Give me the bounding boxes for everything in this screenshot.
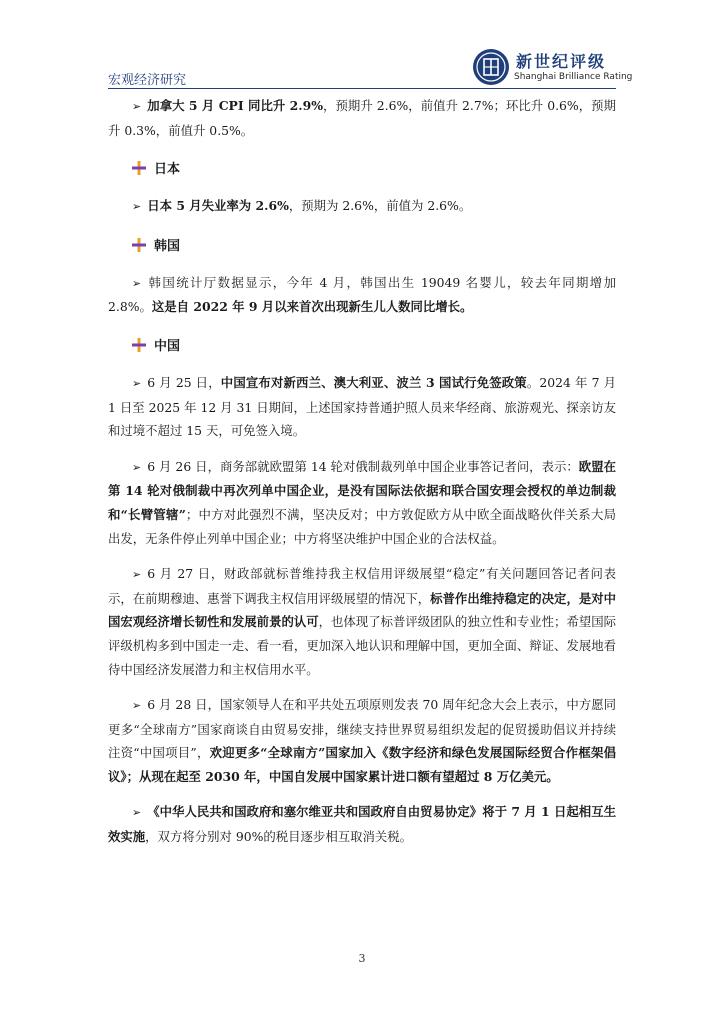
japan-unemployment-item [108,194,616,219]
company-logo-icon [472,48,510,86]
korea-birth-detail: 韩国统计厅数据显示，今年 4 月，韩国出生 19049 名婴儿，较去年同期增加 2.8%。 [108,274,616,315]
china-visa-item: ➢ 6 月 25 日，中国宣布对新西兰、澳大利亚、波兰 3 国试行免签政策。2024 年 7 月 1 日至 2025 年 12 月 31 日期间，上述国家持普通护照人员来华经商、旅游观光、探亲访友和过境不超过 15 天，可免签入境。 [108,374,617,439]
canada-cpi-item [108,94,616,142]
section-bullet-icon [132,238,146,252]
korea-birth-headline: 这是自 2022 年 9 月以来首次出现新生儿人数同比增长。 [151,299,473,315]
section-heading-korea: 韩国 [108,235,616,259]
section-heading-china: 中国 [108,335,616,359]
header-divider [108,88,616,89]
report-series-title: 宏观经济研究 [108,73,187,88]
arrow-bullet-icon: ➢ [132,568,142,582]
section-heading-japan: 日本 [108,158,616,182]
japan-unemployment-detail: ，预期为 2.6%，前值为 2.6%。 [288,198,472,214]
arrow-bullet-icon: ➢ [132,200,142,214]
arrow-bullet-icon: ➢ [132,276,142,290]
arrow-bullet-icon: ➢ [132,100,142,113]
document-body [108,94,616,849]
section-bullet-icon [132,338,146,352]
arrow-bullet-icon: ➢ [132,460,142,474]
canada-cpi-detail: ，预期升 2.6%，前值升 2.7%；环比升 0.6%，预期升 0.3%，前值升 0.5%。 [108,98,616,138]
canada-cpi-headline: 加拿大 5 月 CPI 同比升 2.9% [147,98,324,113]
arrow-bullet-icon: ➢ [132,806,142,820]
china-global-south-item: ➢ 6 月 28 日，国家领导人在和平共处五项原则发表 70 周年纪念大会上表示，中方愿同更多“全球南方”国家商谈自由贸易安排，继续支持世界贸易组织发起的促贸援助倡议并持续注资“中国项目”，欢迎更多“全球南方”国家加入《数字经济和绿色发展国际经贸合作框架倡议》；从现在起至 2030 年，中国自发展中国家累计进口额有望超过 8 万亿美元。 [108,697,616,784]
company-name-en: Shanghai Brilliance Rating [514,72,633,82]
company-name-cn: 新世纪评级 [516,52,607,71]
china-eu-sanctions-item: ➢ 6 月 26 日，商务部就欧盟第 14 轮对俄制裁列单中国企业事答记者问，表示：欧盟在第 14 轮对俄制裁中再次列单中国企业，是没有国际法依据和联合国安理会授权的单边制裁和“长臂管辖”；中方对此强烈不满，坚决反对；中方敦促欧方从中欧全面战略伙伴关系大局出发，无条件停止列单中国企业；中方将坚决维护中国企业的合法权益。 [108,458,617,546]
japan-unemployment-headline: 日本 5 月失业率为 2.6% [147,198,289,214]
arrow-bullet-icon: ➢ [132,376,142,390]
page-number: 3 [358,952,366,965]
section-bullet-icon [132,161,146,175]
arrow-bullet-icon: ➢ [132,699,142,713]
china-sp-rating-item: ➢ 6 月 27 日，财政部就标普维持我主权信用评级展望“稳定”有关问题回答记者问表示，在前期穆迪、惠誉下调我主权信用评级展望的情况下，标普作出维持稳定的决定，是对中国宏观经济增长韧性和发展前景的认可，也体现了标普评级团队的独立性和专业性；希望国际评级机构多到中国走一走、看一看，更加深入地认识和理解中国，更加全面、辩证、发展地看待中国经济发展潜力和主权信用水平。 [108,566,617,677]
korea-birth-item [108,271,616,319]
china-serbia-fta-item: ➢ 《中华人民共和国政府和塞尔维亚共和国政府自由贸易协定》将于 7 月 1 日起相互生效实施，双方将分别对 90%的税目逐步相互取消关税。 [108,804,616,845]
